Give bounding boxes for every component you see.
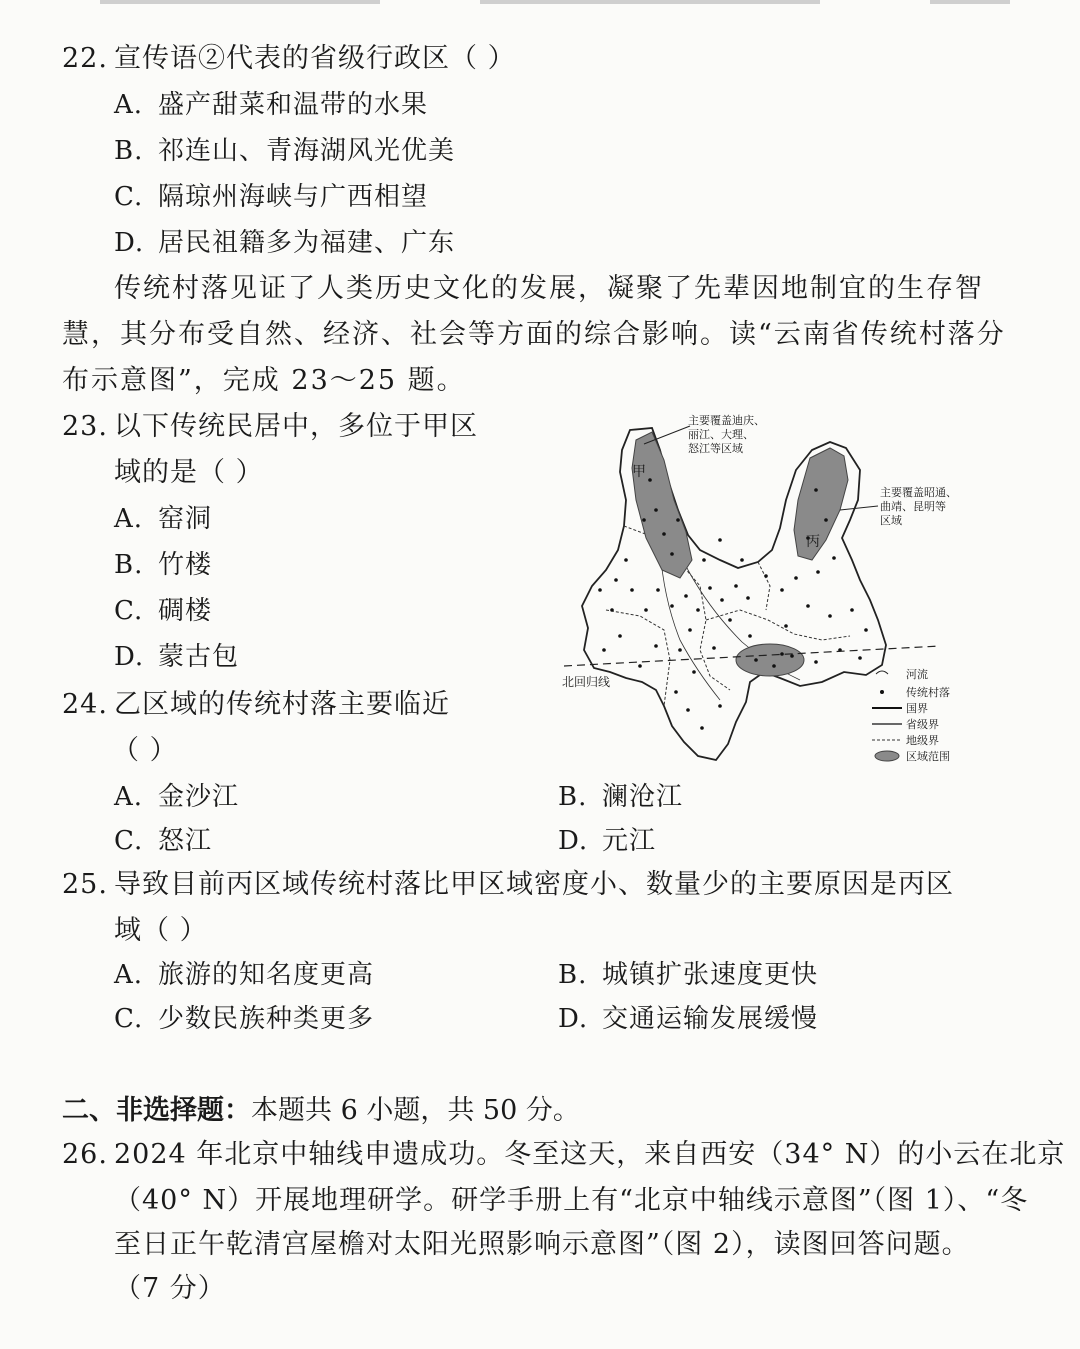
question-24-stem-cont: （ ） <box>112 735 178 766</box>
question-number: 23. <box>62 411 108 442</box>
section-desc: 本题共 6 小题，共 50 分。 <box>251 1095 580 1126</box>
option-label: D. <box>114 642 145 672</box>
option-label: B. <box>558 782 588 812</box>
option-label: B. <box>114 550 144 580</box>
question-26-line-4: （7 分） <box>114 1273 226 1304</box>
question-number: 25. <box>62 869 108 900</box>
legend-village-symbol <box>880 690 884 694</box>
scan-top-edge <box>480 0 820 4</box>
option-label: D. <box>558 1004 589 1034</box>
q22-option-d[interactable] <box>114 226 455 260</box>
annotation-bing-2: 曲靖、昆明等 <box>880 500 946 513</box>
option-label: C. <box>114 826 144 856</box>
question-25-stem <box>62 868 954 902</box>
option-text: 怒江 <box>158 826 213 856</box>
q23-option-a[interactable] <box>114 502 212 536</box>
q24-option-a[interactable] <box>114 780 239 814</box>
question-text: 2024 年北京中轴线申遗成功。冬至这天，来自西安（34° N）的小云在北京 <box>114 1139 1066 1170</box>
q25-option-a[interactable] <box>114 958 374 992</box>
legend-region-symbol <box>875 751 899 761</box>
annotation-bing-3: 区域 <box>880 514 902 527</box>
scan-top-edge <box>100 0 380 4</box>
question-text: 以下传统民居中，多位于甲区 <box>114 411 478 442</box>
option-text: 城镇扩张速度更快 <box>602 960 819 990</box>
question-26-line-2: （40° N）开展地理研学。研学手册上有“北京中轴线示意图”（图 1）、“冬 <box>114 1185 1029 1216</box>
section-heading <box>62 1094 580 1128</box>
option-text: 祁连山、青海湖风光优美 <box>158 136 456 166</box>
question-text: 宣传语②代表的省级行政区（ ） <box>114 43 516 74</box>
option-label: C. <box>114 596 144 626</box>
question-22-stem <box>62 42 516 76</box>
q24-option-b[interactable] <box>558 780 683 814</box>
intro-line-1: 传统村落见证了人类历史文化的发展，凝聚了先辈因地制宜的生存智 <box>114 273 984 304</box>
q25-option-d[interactable] <box>558 1002 818 1036</box>
annotation-jia-1: 主要覆盖迪庆、 <box>688 414 765 427</box>
question-number: 26. <box>62 1139 108 1170</box>
option-text: 交通运输发展缓慢 <box>602 1004 819 1034</box>
legend-prefecture-border: 地级界 <box>906 734 939 747</box>
option-text: 碉楼 <box>158 596 213 626</box>
q22-option-a[interactable] <box>114 88 428 122</box>
scan-top-edge <box>930 0 1010 4</box>
map-legend <box>872 667 950 763</box>
intro-line-3: 布示意图”，完成 23～25 题。 <box>62 365 466 396</box>
legend-river-symbol <box>876 671 888 674</box>
option-label: D. <box>558 826 589 856</box>
region-yi <box>736 644 804 676</box>
option-label: D. <box>114 228 145 258</box>
intro-line-2: 慧，其分布受自然、经济、社会等方面的综合影响。读“云南省传统村落分 <box>62 319 1006 350</box>
question-number: 24. <box>62 689 108 720</box>
legend-national-border: 国界 <box>906 702 928 715</box>
option-text: 居民祖籍多为福建、广东 <box>158 228 456 258</box>
option-label: A. <box>114 504 144 534</box>
option-text: 元江 <box>602 826 657 856</box>
region-label-bing: 丙 <box>806 534 820 550</box>
option-text: 蒙古包 <box>158 642 240 672</box>
q24-option-d[interactable] <box>558 824 656 858</box>
legend-region: 区域范围 <box>906 750 950 763</box>
option-label: A. <box>114 90 144 120</box>
question-24-stem <box>62 688 450 722</box>
question-23-stem-cont: 域的是（ ） <box>114 457 264 488</box>
annotation-jia-3: 怒江等区域 <box>688 442 743 455</box>
question-number: 22. <box>62 43 108 74</box>
legend-river: 河流 <box>906 668 928 681</box>
q25-option-b[interactable] <box>558 958 818 992</box>
question-text: 乙区域的传统村落主要临近 <box>114 689 450 720</box>
option-text: 隔琼州海峡与广西相望 <box>158 182 429 212</box>
question-text: 导致目前丙区域传统村落比甲区域密度小、数量少的主要原因是丙区 <box>114 869 954 900</box>
option-label: C. <box>114 1004 144 1034</box>
q22-option-c[interactable] <box>114 180 428 214</box>
option-text: 澜沧江 <box>602 782 684 812</box>
q23-option-c[interactable] <box>114 594 212 628</box>
question-23-stem <box>62 410 478 444</box>
q23-option-d[interactable] <box>114 640 239 674</box>
legend-village: 传统村落 <box>906 686 950 699</box>
option-text: 少数民族种类更多 <box>158 1004 375 1034</box>
option-text: 窑洞 <box>158 504 213 534</box>
q22-option-b[interactable] <box>114 134 455 168</box>
option-label: A. <box>114 960 144 990</box>
legend-province-border: 省级界 <box>906 718 939 731</box>
option-label: B. <box>558 960 588 990</box>
option-text: 盛产甜菜和温带的水果 <box>158 90 429 120</box>
q23-option-b[interactable] <box>114 548 212 582</box>
q24-option-c[interactable] <box>114 824 212 858</box>
section-title: 二、非选择题： <box>62 1095 251 1126</box>
question-26-line-3: 至日正午乾清宫屋檐对太阳光照影响示意图”（图 2），读图回答问题。 <box>114 1229 970 1260</box>
question-25-stem-cont: 域（ ） <box>114 915 208 946</box>
yunnan-village-map <box>560 410 980 770</box>
option-text: 旅游的知名度更高 <box>158 960 375 990</box>
annotation-jia-2: 丽江、大理、 <box>688 428 754 441</box>
tropic-label: 北回归线 <box>562 675 611 689</box>
question-26-stem <box>62 1138 1065 1172</box>
option-label: C. <box>114 182 144 212</box>
option-text: 竹楼 <box>158 550 213 580</box>
region-label-jia: 甲 <box>632 464 646 480</box>
option-label: A. <box>114 782 144 812</box>
annotation-bing-1: 主要覆盖昭通、 <box>880 486 957 499</box>
q25-option-c[interactable] <box>114 1002 374 1036</box>
option-text: 金沙江 <box>158 782 240 812</box>
option-label: B. <box>114 136 144 166</box>
